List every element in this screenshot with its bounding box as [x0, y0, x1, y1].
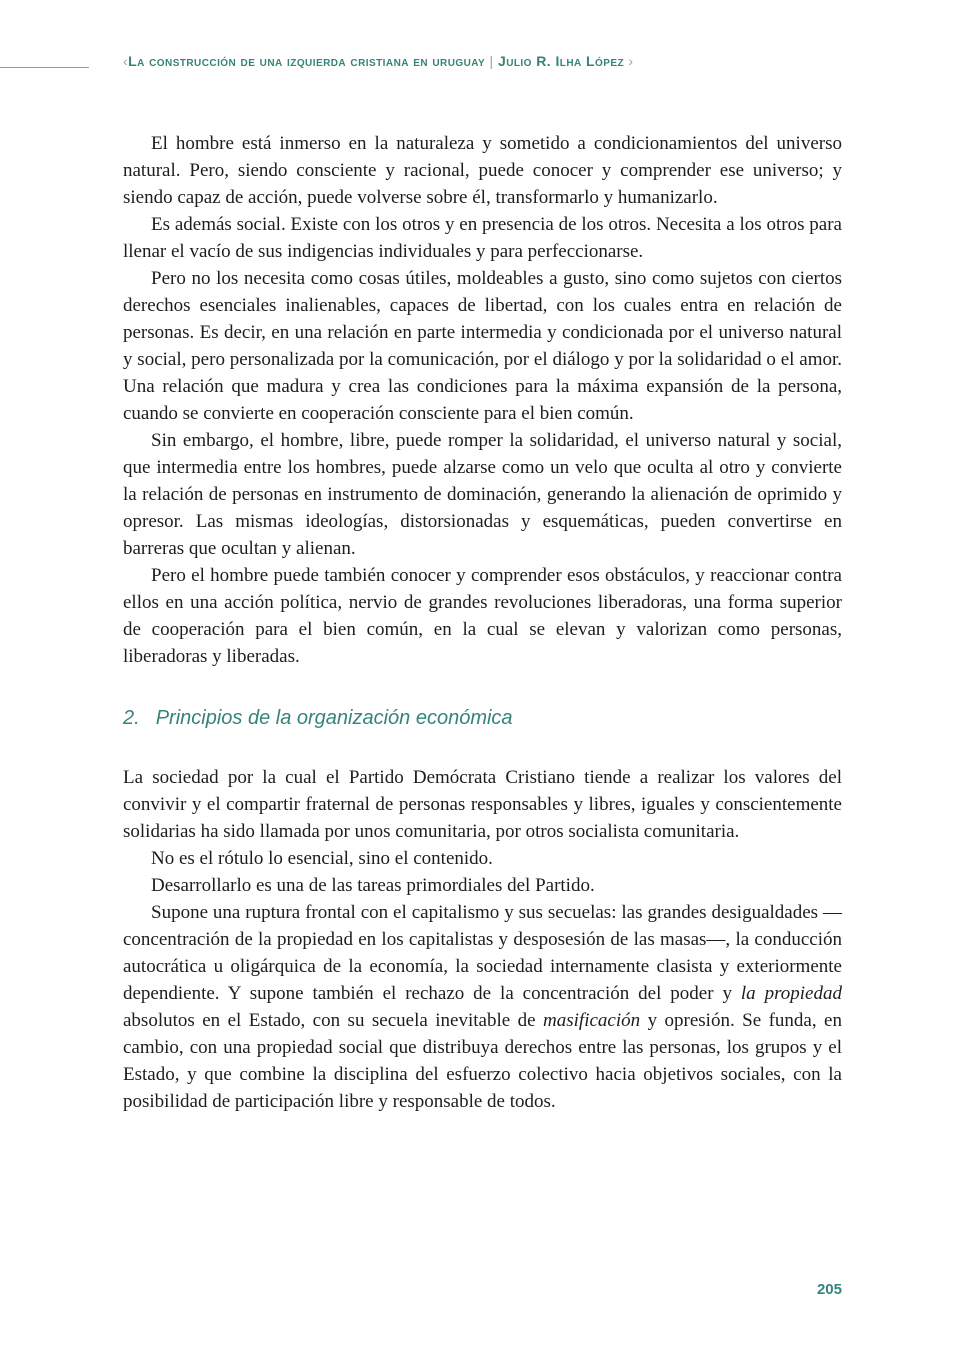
page-body: [123, 130, 842, 1115]
header-rule: [0, 67, 89, 68]
section-heading: [123, 705, 842, 731]
paragraph: [123, 899, 842, 1115]
emphasized-text: masificación: [543, 1010, 641, 1031]
text-run: La sociedad por la cual el Partido Demócrata Cristiano tiende a realizar los valores del convivir y el compartir fraternal de personas responsables y libres, iguales y conscientemente solidarias ha sido llamada por unos comunitaria, por otros socialista comunitaria.: [123, 767, 842, 842]
section-title: Principios de la organización económica: [155, 707, 513, 729]
page-number: 205: [816, 1281, 842, 1298]
paragraph: [123, 562, 842, 670]
text-run: El hombre está inmerso en la naturaleza y sometido a condicionamientos del universo natural. Pero, siendo consciente y racional, puede conocer y comprender ese universo; y siendo capaz de acción, puede volverse sobre él, transformarlo y humanizarlo.: [123, 133, 842, 208]
paragraph: [123, 872, 842, 899]
text-run: Desarrollarlo es una de las tareas primordiales del Partido.: [151, 875, 595, 896]
paragraph: [123, 211, 842, 265]
section-number: 2.: [123, 707, 140, 729]
header-separator: |: [485, 53, 498, 69]
paragraph: [123, 764, 842, 845]
text-run: No es el rótulo lo esencial, sino el contenido.: [151, 848, 493, 869]
emphasized-text: la propiedad: [740, 983, 842, 1004]
text-run: absolutos en el Estado, con su secuela inevitable de: [123, 1010, 544, 1031]
book-title: La construcción de una izquierda cristiana en uruguay: [128, 53, 486, 69]
close-guillemet-icon: ›: [624, 53, 634, 69]
text-run: Sin embargo, el hombre, libre, puede romper la solidaridad, el universo natural y social, que intermedia entre los hombres, puede alzarse como un velo que oculta al otro y convierte la relación de personas en instrumento de dominación, generando la alienación de oprimido y opresor. Las mismas ideologías, distorsionadas y esquemáticas, pueden convertirse en barreras que ocultan y alienan.: [123, 430, 842, 559]
paragraph: [123, 845, 842, 872]
running-header: [123, 53, 634, 69]
text-run: Supone una ruptura frontal con el capitalismo y sus secuelas: las grandes desigualdades —concentración de la propiedad en los capitalistas y desposesión de las masas—, la conducción autocrática u oligárquica de la economía, la sociedad internamente clasista y exteriormente dependiente. Y supone también el rechazo de la concentración del poder y: [123, 902, 842, 1004]
paragraph: [123, 427, 842, 562]
text-run: Es además social. Existe con los otros y en presencia de los otros. Necesita a los otros para llenar el vacío de sus indigencias individuales y para perfeccionarse.: [123, 214, 842, 262]
text-run: Pero el hombre puede también conocer y comprender esos obstáculos, y reaccionar contra ellos en una acción política, nervio de grandes revoluciones liberadoras, una forma superior de cooperación para el bien común, en la cual se elevan y valorizan como personas, liberadoras y liberadas.: [123, 565, 842, 667]
author-name: Julio R. Ilha López: [497, 53, 625, 69]
open-guillemet-icon: ‹: [123, 53, 129, 69]
paragraph: [123, 130, 842, 211]
paragraph: [123, 265, 842, 427]
text-run: y opresión. Se funda, en cambio, con una propiedad social que distribuya derechos entre las personas, los grupos y el Estado, y que combine la disciplina del esfuerzo colectivo hacia objetivos sociales, con la posibilidad de participación libre y responsable de todos.: [123, 1010, 842, 1112]
text-run: Pero no los necesita como cosas útiles, moldeables a gusto, sino como sujetos con ciertos derechos esenciales inalienables, capaces de libertad, con los cuales entra en relación de personas. Es decir, en una relación en parte intermedia y condicionada por el universo natural y social, pero personalizada por la comunicación, por el diálogo y por la solidaridad o el amor. Una relación que madura y crea las condiciones para la máxima expansión de la persona, cuando se convierte en cooperación consciente para el bien común.: [123, 268, 842, 424]
